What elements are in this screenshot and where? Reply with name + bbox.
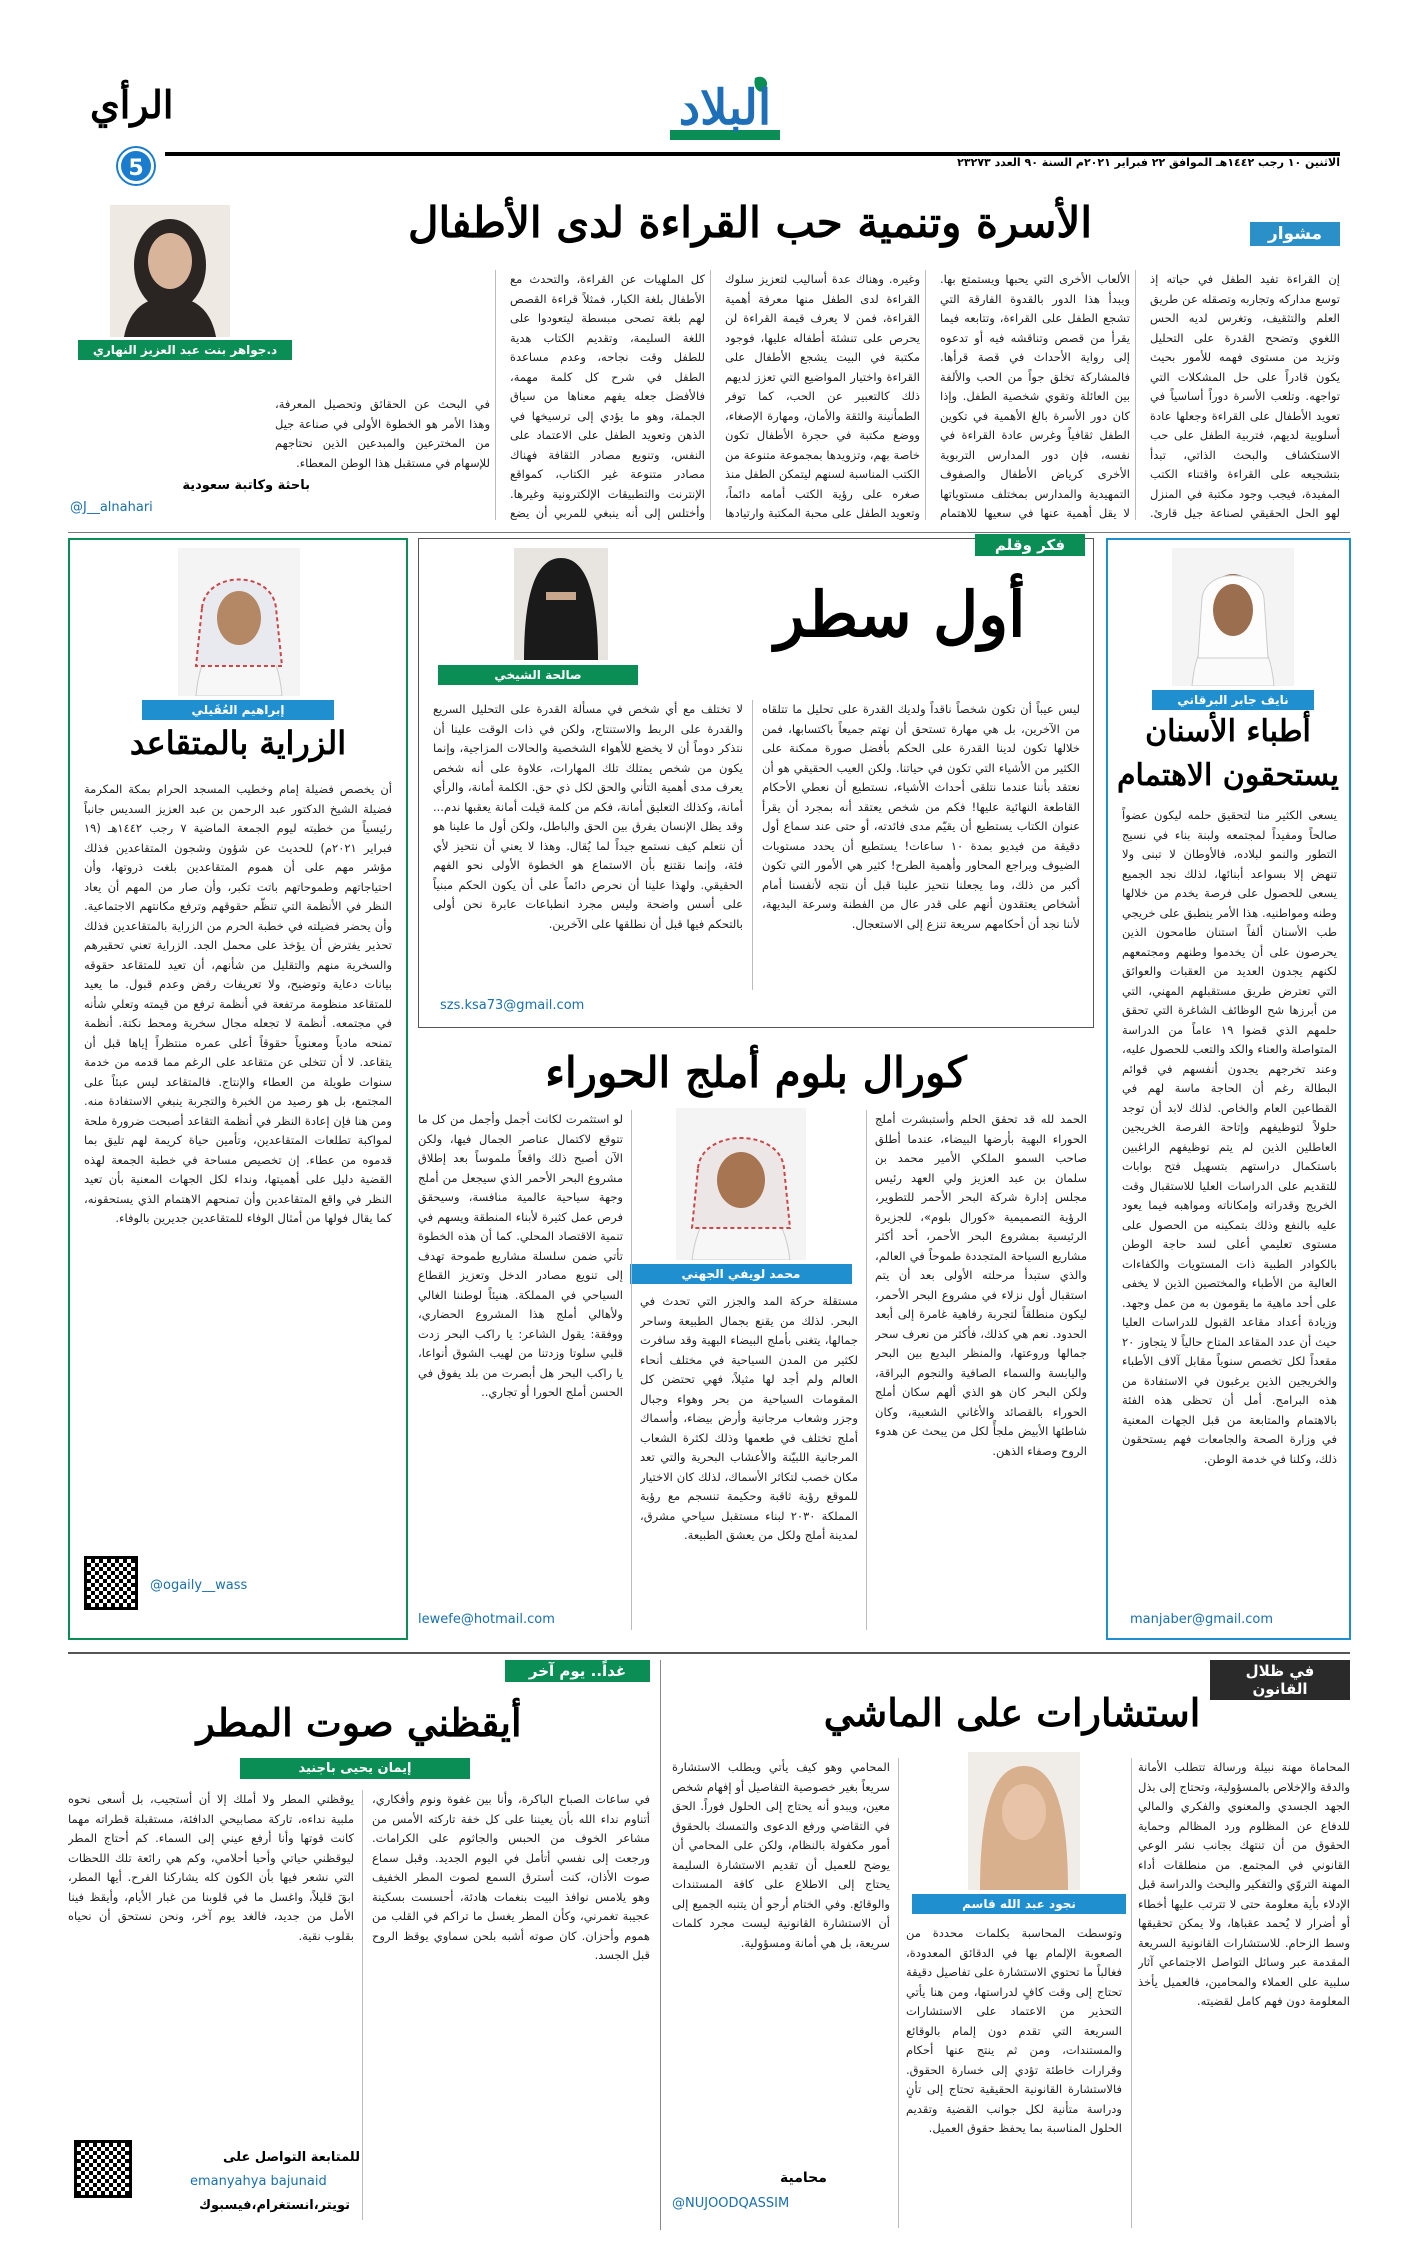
newspaper-logo — [650, 70, 800, 155]
handle-saleha[interactable]: szs.ksa73@gmail.com — [440, 998, 585, 1013]
author-photo-nujood — [968, 1752, 1080, 1890]
top-article-col-1: إن القراءة تفيد الطفل في حياته إذ توسع مداركه وتجاربه وتصقله عن طريق العلم والتثقيف، وتغرس لديه الحس اللغوي وتضحح القدرة على التحليل وتزيد من مستوى فهمه للأمور بحيث يكون قادراً على حل المشكلات التي تواجهه. وتلعب الأسرة دوراً أساسياً في تعويد الأطفال على القراءة وجعلها عادة أسلوبية لديهم، فتربية الطفل على حب الاستكشاف والبحث الذاتي، تبدأ بتشجيعه على القراءة واقتناء الكتب المفيدة، فيجب وجود مكتبة في المنزل لهو الحل الحقيقي لصناعة جيل قارئ. — [1150, 272, 1340, 520]
author-name-nayef: نايف جابر البرقاني — [1152, 690, 1314, 710]
first-line-col-2: لا تختلف مع أي شخص في مسألة القدرة على التحليل السريع والقدرة على الربط والاستنتاج، ولكن في ذات الوقت علينا أن نتذكر دوماً أن لا يخضع للأهواء الشخصية والحالات المزاجية، وإنما يكون من شخص يمتلك تلك المهارات، علاوة على أنه شخص يعرف مدى أهمية التأني والحق لكل ذي حق. الكلمة أمانة، والرأي أمانة، وكذلك التعليق أمانة، فكم من كلمة قيلت أمانة يعقبها ندم... وقد يظل الإنسان يفرق بين الحق والباطل، ولكن أول ما علينا هو أن نتعلم كيف نستمع جيداً لما يُقال. وهذا لا يعني أن نتحيز لأي فئة، وإنما نقتنع بأن الاستماع هو الخطوة الأولى نحو الفهم الحقيقي. ولهذا علينا أن نحرص دائماً على أن يكون الحكم مبنياً على أسس واضحة وليس مجرد انطباعات عابرة نحن أولى بالتحكم فيها قبل أن نطلقها على الآخرين. — [433, 702, 743, 931]
law-col-1: المحاماة مهنة نبيلة ورسالة تتطلب الأمانة والدقة والإخلاص بالمسؤولية، وتحتاج إلى بذل الجهد الجسدي والمعنوي والفكري والمالي للدفاع عن المظلوم ورد المظالم وحماية الحقوق من أن تنتهك بجانب نشر الوعي القانوني في المجتمع. من منطلقات أداء المهنة التروّي والتفكير والبحث والدراسة قبل الإدلاء بأية معلومة حتى لا تترتب عليها أخطاء أو أضرار لا يُحمد عقباها، ولا يمكن تحقيقها وسط الزحام. للاستشارات القانونية السريعة المقدمة عبر وسائل التواصل الاجتماعي آثار سلبية على العملاء والمحامين، فالعميل يأخذ المعلومة دون فهم كامل لقضيته. — [1138, 1760, 1350, 2008]
handle-eman[interactable]: emanyahya bajunaid — [190, 2174, 327, 2189]
social-networks: تويتر،انستغرام،فيسبوك — [199, 2198, 350, 2213]
first-line-col-1: ليس عيباً أن تكون شخصاً ناقداً ولديك القدرة على تحليل ما تتلقاه من الآخرين، بل هي مهارة تستحق أن نهتم جميعاً باكتسابها، فمن خلالها تكون لدينا القدرة على الحكم بأفضل صورة ممكنة على الكثير من الأشياء التي تكون في حياتنا. ولكن العيب الحقيقي هو أن نعتقد بأننا عندما نتلقى أحداث الأشياء، نستطيع أن نعطي الأحكام القاطعة النهائية عليها! فكم من شخص يعتقد أنه بمجرد أن يقرأ عنوان الكتاب يستطيع أن يقيّم مدى فائدته، أو حتى عند سماع أول دقيقة من فيديو بمدة ١٠ ساعات! يستطيع أن يحدد مستويات الضيوف ويراجع المحاور وأهمية الطرح! كثير هي الأمور التي تكون أكبر من ذلك، وما يجعلنا نتحيز علينا قبل أن نتجه لأنفسنا أمام أشخاص يعتقدون أنهم على قدر عال من الفطنة وسرعة البديهة، لأننا نجد أن أحكامهم سريعة تنزع إلى الاستعجال. — [762, 702, 1080, 931]
top-article-col-2: الألعاب الأخرى التي يحبها ويستمتع بها. ويبدأ هذا الدور بالقدوة الفارقة التي تشجع الطفل على القراءة، وتتابعه فيما يقرأ من قصص وتناقشه فيه أو تدعوه إلى رواية الأحداث في قصة قرأها. فالمشاركة تخلق جواً من الحب والألفة بين العائلة وتقوي شخصية الطفل. وإذا كان دور الأسرة بالغ الأهمية في تكوين الطفل ثقافياً وغرس عادة القراءة في نفسه، فإن دور المدارس التربوية الأخرى كرياض الأطفال والصفوف التمهيدية والمدارس بمختلف مستوياتها لا يقل أهمية عنها في سعيها للاهتمام — [940, 272, 1130, 520]
top-article-col-3: وغيره. وهناك عدة أساليب لتعزيز سلوك القراءة لدى الطفل منها معرفة أهمية القراءة، فمن لا يعرف قيمة القراءة لن يحرص على تنشئة أطفاله عليها، فوجود مكتبة في البيت يشجع الأطفال على القراءة واختيار المواضيع التي تعزز لديهم ذلك كالتعبير عن الحب، كما توفر الطمأنينة والثقة والأمان، ومهارة الإصغاء، ووضع مكتبة في حجرة الأطفال تكون خاصة بهم، وتزويدها بمجموعة متنوعة من الكتب المناسبة لسنهم ليتمكن الطفل منذ صغره على رؤية الكتب أمامه دائماً، وتعويد الطفل على محبة المكتبة وارتيادها — [725, 272, 920, 520]
author-name-mohammed: محمد لويفي الجهني — [630, 1264, 852, 1284]
dateline: الاثنين ١٠ رجب ١٤٤٢هـ الموافق ٢٢ فبراير ٢٠٢١م السنة ٩٠ العدد ٢٣٢٧٣ — [957, 156, 1340, 169]
coral-col-1: الحمد لله قد تحقق الحلم وأستبشرت أملج الحوراء البهية بأرضها البيضاء، عندما أطلق صاحب السمو الملكي الأمير محمد بن سلمان بن عبد العزيز ولي العهد رئيس مجلس إدارة شركة البحر الأحمر للتطوير، الرؤية التصميمية «كورال بلوم»، للجزيرة الرئيسية بمشروع البحر الأحمر، أحد أكثر مشاريع السياحة المتجددة طموحاً في العالم، والذي ستبدأ مرحلته الأولى بعد أن يتم استقبال أول نزلاء في مشروع البحر الأحمر، ليكون منطلقاً لتجربة رفاهية غامرة إلى أبعد الحدود. نعم هي كذلك، فأكثر من نعرف سحر جمالها وروعتها، والمنظر البديع بين البحر واليابسة والسماء الصافية والنجوم البراقة، ولكن البحر كان هو الذي ألهم سكان أملج الحوراء بالقصائد والأغاني الشعبية، وكان شاطئها الأبيض ملجأً لكل من يبحث عن هدوء الروح وصفاء الذهن. — [875, 1112, 1087, 1458]
section-title: الرأي — [90, 82, 174, 127]
author-name-jawaher: د.جواهر بنت عبد العزيز النهاري — [78, 340, 292, 360]
first-line-headline: أول سطر — [774, 578, 1026, 651]
author-title-jawaher: باحثة وكاتبة سعودية — [182, 478, 310, 493]
top-article-col-4: كل الملهيات عن القراءة، والتحدث مع الأطفال بلغة الكبار، فمثلاً قراءة القصص لهم بلغة تصحى مبسطة ليتعودوا على اللغة السليمة، وتقديم الكتاب هدية للطفل وقت نجاحه، وعدم مساعدة الطفل في شرح كل كلمة مهمة، فالأفضل جعله يفهم معناها من سياق الجملة، وهو ما يؤدي إلى ترسيخها في الذهن وتعويد الطفل على الاعتماد على النفس، وتنويع مصادر الثقافة فهناك مصادر متنوعة غير الكتاب، كمواقع الإنترنت والتطبيقات الإلكترونية وغيرها. وأختلس إلى أنه ينبغي للمربي أن يضع — [510, 272, 705, 520]
rain-headline: أيقظني صوت المطر — [196, 1700, 522, 1745]
dentists-headline-2: يستحقون الاهتمام — [1116, 758, 1340, 793]
page-number: 5 — [118, 148, 154, 184]
follow-label: للمتابعة التواصل على — [222, 2150, 360, 2165]
coral-col-2: مستقلة حركة المد والجزر التي تحدث في البحر. لذلك من يقنع بجمال الطبيعة وساحر جمالها، يتغنى بأملج البيضاء البهية وقد سافرت لكثير من المدن السياحية في مختلف أنحاء العالم ولم أجد لها مثيلاً، فهي تحتضن كل المقومات السياحية من بحر وهواء وجبال وجزر وشعاب مرجانية وأرض بيضاء، وأسماك أملج تختلف في طعمها وذلك لكثرة الشعاب المرجانية اللبيّنة والأعشاب البحرية والتي تعد مكان خصب لتكاثر الأسماك، لذلك كان الاختيار للموقع رؤية ثاقبة وحكيمة تنسجم مع رؤية المملكة ٢٠٣٠ لبناء مستقبل سياحي مشرق، لمدينة أملج ولكل من يعشق الطبيعة. — [640, 1294, 858, 1542]
author-name-eman: إيمان يحيى باجنيد — [240, 1758, 470, 1779]
handle-ibrahim[interactable]: @ogaily__wass — [150, 1578, 248, 1593]
handle-mohammed[interactable]: lewefe@hotmail.com — [418, 1612, 555, 1627]
law-badge: في ظلال القانون — [1210, 1660, 1350, 1700]
retired-body: أن يخصص فضيلة إمام وخطيب المسجد الحرام بمكة المكرمة فضيلة الشيخ الدكتور عبد الرحمن بن عبد العزيز السديس جانباً رئيسياً من خطبته ليوم الجمعة الماضية ٧ رجب ١٤٤٢هـ (١٩ فبراير ٢٠٢١م) للحديث عن شؤون وشجون المتقاعدين فذلك مؤشر مهم على أن هموم المتقاعدين بلغت ذروتها، وأن احتياجاتهم وطموحاتهم باتت تكبر، وأن صار من المهم أن يعاد النظر في الأنظمة التي تنظّم حقوقهم وترفع مكانتهم الاجتماعية. وأن يحضر فضيلته في خطبة الحرم من الزراية بالمتقاعدين فذلك تحذير يفترض أن يؤخذ على محمل الجد. الزراية تعني تحقيرهم والسخرية منهم والتقليل من شأنهم، أن تعيد للمتقاعد حقوقه بيانات دعاية وتوضيح، ولا تعريفات رفض وعدم قبول. ما يعيد للمتقاعد منظومة مرتفعة في أنظمة ترفع من قيمته وتعلي شأنه في مجتمعه. أنظمة لا تجعله مجال سخرية ومحط نكتة. أنظمة تمنحه مادياً ومعنوياً حقوقاً أعلى عمره منتظراً إياها قبل أن يتقاعد. لا أن تتخلى عن متقاعد على الرغم مما قدمه من خدمة سنوات طويلة من العطاء والإنتاج. فالمتقاعد ليس عبئاً على المجتمع، بل هو رصيد من الخبرة والتجربة ينبغي الاستفادة منه. ومن هنا فإن إعادة النظر في أنظمة التقاعد أصبحت ضرورة ملحة لمواكبة تطلعات المتقاعدين، وتأمين حياة كريمة لهم تليق بما قدموه من عطاء. إن تخصيص مساحة في خطبة الجمعة لهذه القضية دليل على أهميتها، ونداء لكل الجهات المعنية بأن تعيد النظر في واقع المتقاعدين وأن تمنحهم الاهتمام الذي يستحقونه، كما يقال فولها من أمثال الوفاء للمتقاعدين جديرين بالوفاء. — [84, 782, 392, 1225]
first-line-badge: فكر وقلم — [975, 534, 1085, 556]
author-name-nujood: نجود عبد الله قاسم — [912, 1894, 1126, 1914]
author-photo-ibrahim — [178, 548, 300, 696]
author-photo-nayef — [1172, 548, 1294, 686]
top-article-col-5: في البحث عن الحقائق وتحصيل المعرفة، وهذا الأمر هو الخطوة الأولى في صناعة جيل من المخترعين والمبدعين الذين نحتاجهم للإسهام في مستقبل هذا الوطن المعطاء. — [275, 397, 490, 470]
dentists-body: يسعى الكثير منا لتحقيق حلمه ليكون عضواً صالحاً ومفيداً لمجتمعه ولبنة بناء في نسيج التطور والنمو لبلاده، فالأوطان لا تبنى ولا تنهض إلا بسواعد أبنائها، لذلك نجد الجميع يسعى للحصول على فرصة يخدم من خلالها وطنه ومواطنيه. هذا الأمر ينطبق على خريجي طب الأسنان ألفاً استنان طامحون الذين يحرصون على أن يخدموا وطنهم ومجتمعهم لكنهم يجدون العديد من العقبات والعوائق التي تعترض طريق مستقبلهم المهني، التي من أبرزها شح الوظائف الشاغرة التي تحقق حلمهم الذي قضوا ١٩ عاماً من الدراسة المتواصلة والعناء والكد والتعب للحصول عليه، وعند تخرجهم يجدون أنفسهم في قوائم البطالة رغم أن الحاجة ماسة لهم في القطاعين العام والخاص. لذلك لابد أن توجد حلولاً لتوظيفهم وإتاحة الفرصة الخريجين العاطلين الذين لم يتم توظيفهم الراغبين باستكمال دراستهم بتسهيل فتح بوابات للتقديم على الدراسات العليا للاستقبال وقت الخريج وقدراته وإمكاناته ومواهبه فيما يعود عليه بالنفع وذلك بتمكينه من الحصول على مستوى تعليمي أعلى لسد حاجة الوطن بالكوادر الطبية ذات المستويات والكفاءات العالية من الأطباء والمختصين الذين لا يخفى على أحد ماهية ما يقومون به من عمل وجهد. وزيادة أعداد مقاعد القبول للدراسات العليا حيث أن عدد المقاعد المتاح حالياً لا يتجاوز ٢٠ مقعداً لكل تخصص سنوياً مقابل آلاف الأطباء والخريجين الذين يرغبون في الاستفادة من هذه البرامج. أمل أن تحظى هذه الفئة بالاهتمام والمتابعة من قبل الجهات المعنية في وزارة الصحة والجامعات فهم يستحقون ذلك، وكلنا في خدمة الوطن. — [1122, 808, 1337, 1466]
coral-col-3: لو استثمرت لكانت أجمل وأجمل من كل ما تتوقع لاكتمال عناصر الجمال فيها، ولكن الآن أصبح ذلك واقعاً ملموساً بعد إطلاق مشروع البحر الأحمر الذي سيجعل من أملج وجهة سياحية عالمية منافسة، وسيحقق فرص عمل كثيرة لأبناء المنطقة ويسهم في تنمية الاقتصاد المحلي. كما أن هذه الخطوة تأتي ضمن سلسلة مشاريع طموحة تهدف إلى تنويع مصادر الدخل وتعزيز القطاع السياحي في المملكة. هنيئاً لوطننا الغالي ولأهالي أملج هذا المشروع الحضاري، ووفقة: يقول الشاعر: يا راكب البحر زدت قلبي سلوتا وزدتنا من لهيب الشوق أنواعا، يا راكب البحر هل أبصرت من بلد يفوق في الحسن أملج الحورا أو تجاري.. — [418, 1112, 623, 1399]
handle-jawaher[interactable]: @J__alnahari — [70, 500, 153, 515]
coral-headline: كورال بلوم أملج الحوراء — [545, 1048, 967, 1097]
top-article-badge: مشوار — [1250, 222, 1340, 246]
qr-code-ibrahim[interactable] — [84, 1556, 138, 1610]
author-photo-jawaher — [110, 205, 230, 337]
author-title-nujood: محامية — [780, 2170, 827, 2186]
law-headline: استشارات على الماشي — [823, 1690, 1201, 1735]
retired-headline: الزراية بالمتقاعد — [129, 724, 347, 762]
author-name-saleha: صالحة الشيخي — [438, 665, 638, 685]
rain-col-2: يوقظني المطر ولا أملك إلا أن أستجيب، بل أسعى نحوه ملبية نداءه، تاركة مصابيحي الدافئة، مستقبلة قطراته مهما كانت قوتها وأنا أرفع عيني إلى السماء. كم أحتاج المطر ليوقظني حياتي وأحيا أحلامي، وكم هي رائعة تلك اللحظات التي نشعر فيها بأن الكون كله يشاركنا الفرح. أيها المطر، ابقَ قليلاً، واغسل ما في قلوبنا من غبار الأيام، وأيقظ فينا الأمل من جديد، فالغد يوم آخر، ونحن نستحق أن نحياه بقلوب نقية. — [68, 1792, 354, 1943]
law-col-3: المحامي وهو كيف يأتي ويطلب الاستشارة سريعاً بغير خصوصية التفاصيل أو إفهام شخص معين، ويبدو أنه يحتاج إلى الحلول فوراً. الحق في التقاضي ورفع الدعوى والتمسك بالحقوق أمور مكفولة بالنظام، ولكن على المحامي أن يوضح للعميل أن تقديم الاستشارة السليمة يحتاج إلى الاطلاع على كافة المستندات والوقائع. وفي الختام أرجو أن يتنبه الجميع إلى أن الاستشارة القانونية ليست مجرد كلمات سريعة، بل هي أمانة ومسؤولية. — [672, 1760, 890, 1950]
handle-nayef[interactable]: manjaber@gmail.com — [1130, 1612, 1274, 1627]
qr-code-eman[interactable] — [74, 2140, 132, 2198]
logo-text: البلاد — [678, 80, 772, 136]
handle-nujood[interactable]: @NUJOODQASSIM — [672, 2196, 790, 2211]
rain-badge: غداً.. يوم آخر — [505, 1660, 650, 1682]
author-photo-mohammed — [676, 1108, 806, 1260]
law-col-2: وتوسطت المحاسبة بكلمات محددة من الصعوبة الإلمام بها في الدقائق المعدودة، فغالباً ما تحتوي الاستشارة على تفاصيل دقيقة تحتاج إلى وقت كافٍ لدراستها، ومن هنا يأتي التحذير من الاعتماد على الاستشارات السريعة التي تقدم دون إلمام بالوقائع والمستندات، ومن ثم ينتج عنها أحكام وقرارات خاطئة تؤدي إلى خسارة الحقوق. فالاستشارة القانونية الحقيقية تحتاج إلى تأنٍ ودراسة متأنية لكل جوانب القضية وتقديم الحلول المناسبة بما يحفظ حقوق العميل. — [906, 1926, 1122, 2135]
author-photo-saleha — [514, 548, 608, 660]
rain-col-1: في ساعات الصباح الباكرة، وأنا بين غفوة ونوم وأفكاري، أتناوم نداء الله بأن يعيننا على كل خفة تاركته الأمس من مشاعر الخوف من الحبس والجاثوم على الكرامات. ورجعت إلى نفسي أتأمل في اليوم الجديد. وقبل سماع صوت الأذان، كنت أسترق السمع لصوت المطر الخفيف وهو يلامس نوافذ البيت بنغمات هادئة، أحسست بسكينة عجيبة تغمرني، وكأن المطر يغسل ما تراكم في القلب من هموم وأحزان. كان صوته أشبه بلحن سماوي يوقظ الروح قبل الجسد. — [372, 1792, 650, 1962]
author-name-ibrahim: إبراهيم العُقَيلي — [142, 700, 334, 720]
dentists-headline-1: أطباء الأسنان — [1145, 714, 1311, 749]
top-article-headline: الأسرة وتنمية حب القراءة لدى الأطفال — [407, 198, 1093, 247]
